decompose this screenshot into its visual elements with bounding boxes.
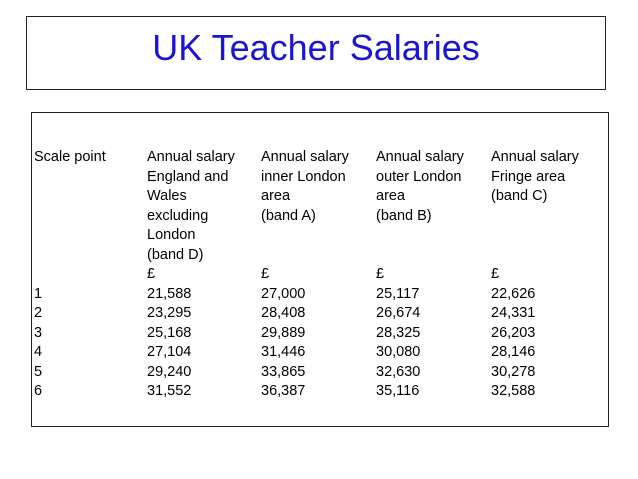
column-header-line (491, 246, 601, 266)
salary-cell: 27,104 (147, 344, 192, 360)
column-header-line: area (261, 188, 291, 204)
column-header-line: outer London (376, 168, 462, 185)
column-header-line (376, 246, 491, 266)
table-row (34, 324, 601, 344)
column-header-1 (147, 148, 261, 285)
column-header-line (491, 226, 601, 246)
column-header-line: (band D) (147, 246, 204, 263)
salary-cell: 29,889 (261, 324, 306, 341)
table-row (34, 382, 601, 402)
salary-cell: 25,117 (376, 285, 420, 302)
salary-cell: 28,325 (376, 324, 421, 341)
column-header-line (261, 226, 376, 246)
column-header-line: Annual salary (376, 149, 464, 165)
slide-title: UK Teacher Salaries (152, 27, 480, 68)
scale-point-cell: 4 (34, 344, 43, 360)
salary-cell: 23,295 (147, 305, 192, 321)
column-header-line: area (376, 188, 406, 204)
column-header-line: inner London (261, 168, 346, 185)
column-header-0 (34, 148, 147, 285)
salary-cell: 27,000 (261, 285, 306, 302)
scale-point-cell: 3 (34, 324, 43, 341)
scale-point-cell: 2 (34, 305, 43, 321)
salary-cell: 24,331 (491, 305, 536, 321)
column-header-line (261, 246, 376, 266)
column-header-line: London (147, 227, 196, 243)
column-header-line: (band B) (376, 207, 432, 224)
salary-cell: 36,387 (261, 383, 306, 399)
salary-table (34, 148, 601, 402)
column-header-line: £ (491, 266, 500, 282)
salary-cell: 28,408 (261, 305, 306, 321)
salary-cell: 30,080 (376, 344, 421, 360)
salary-cell: 33,865 (261, 363, 306, 380)
salary-cell: 21,588 (147, 285, 192, 302)
table-row (34, 304, 601, 324)
column-header-line: Wales (147, 188, 187, 204)
column-header-line: £ (376, 266, 385, 282)
table-row (34, 343, 601, 363)
table-box (31, 112, 609, 427)
column-header-line (491, 207, 601, 227)
column-header-line: £ (261, 266, 270, 282)
column-header-line: Scale point (34, 149, 106, 165)
salary-cell: 31,446 (261, 344, 306, 360)
table-row (34, 285, 601, 305)
scale-point-cell: 1 (34, 285, 43, 302)
title-box (26, 16, 606, 90)
salary-cell: 32,588 (491, 383, 536, 399)
scale-point-cell: 6 (34, 383, 43, 399)
column-header-line: excluding (147, 207, 209, 224)
column-header-line: £ (147, 266, 156, 282)
header-row (34, 148, 601, 285)
column-header-line: Annual salary (491, 149, 579, 165)
salary-cell: 22,626 (491, 285, 536, 302)
salary-cell: 31,552 (147, 383, 192, 399)
scale-point-cell: 5 (34, 363, 43, 380)
table-row (34, 363, 601, 383)
salary-cell: 30,278 (491, 363, 536, 380)
salary-cell: 35,116 (376, 383, 420, 399)
column-header-line: Fringe area (491, 168, 566, 185)
column-header-line: (band C) (491, 188, 548, 204)
column-header-4 (491, 148, 601, 285)
column-header-2 (261, 148, 376, 285)
table-body (34, 285, 601, 402)
salary-cell: 26,674 (376, 305, 421, 321)
column-header-line: (band A) (261, 207, 316, 224)
column-header-line: Annual salary (147, 149, 235, 165)
salary-cell: 32,630 (376, 363, 421, 380)
column-header-3 (376, 148, 491, 285)
column-header-line: Annual salary (261, 149, 349, 165)
salary-cell: 26,203 (491, 324, 536, 341)
salary-cell: 28,146 (491, 344, 536, 360)
column-header-line: England and (147, 168, 229, 185)
column-header-line (376, 226, 491, 246)
salary-cell: 29,240 (147, 363, 192, 380)
salary-cell: 25,168 (147, 324, 192, 341)
